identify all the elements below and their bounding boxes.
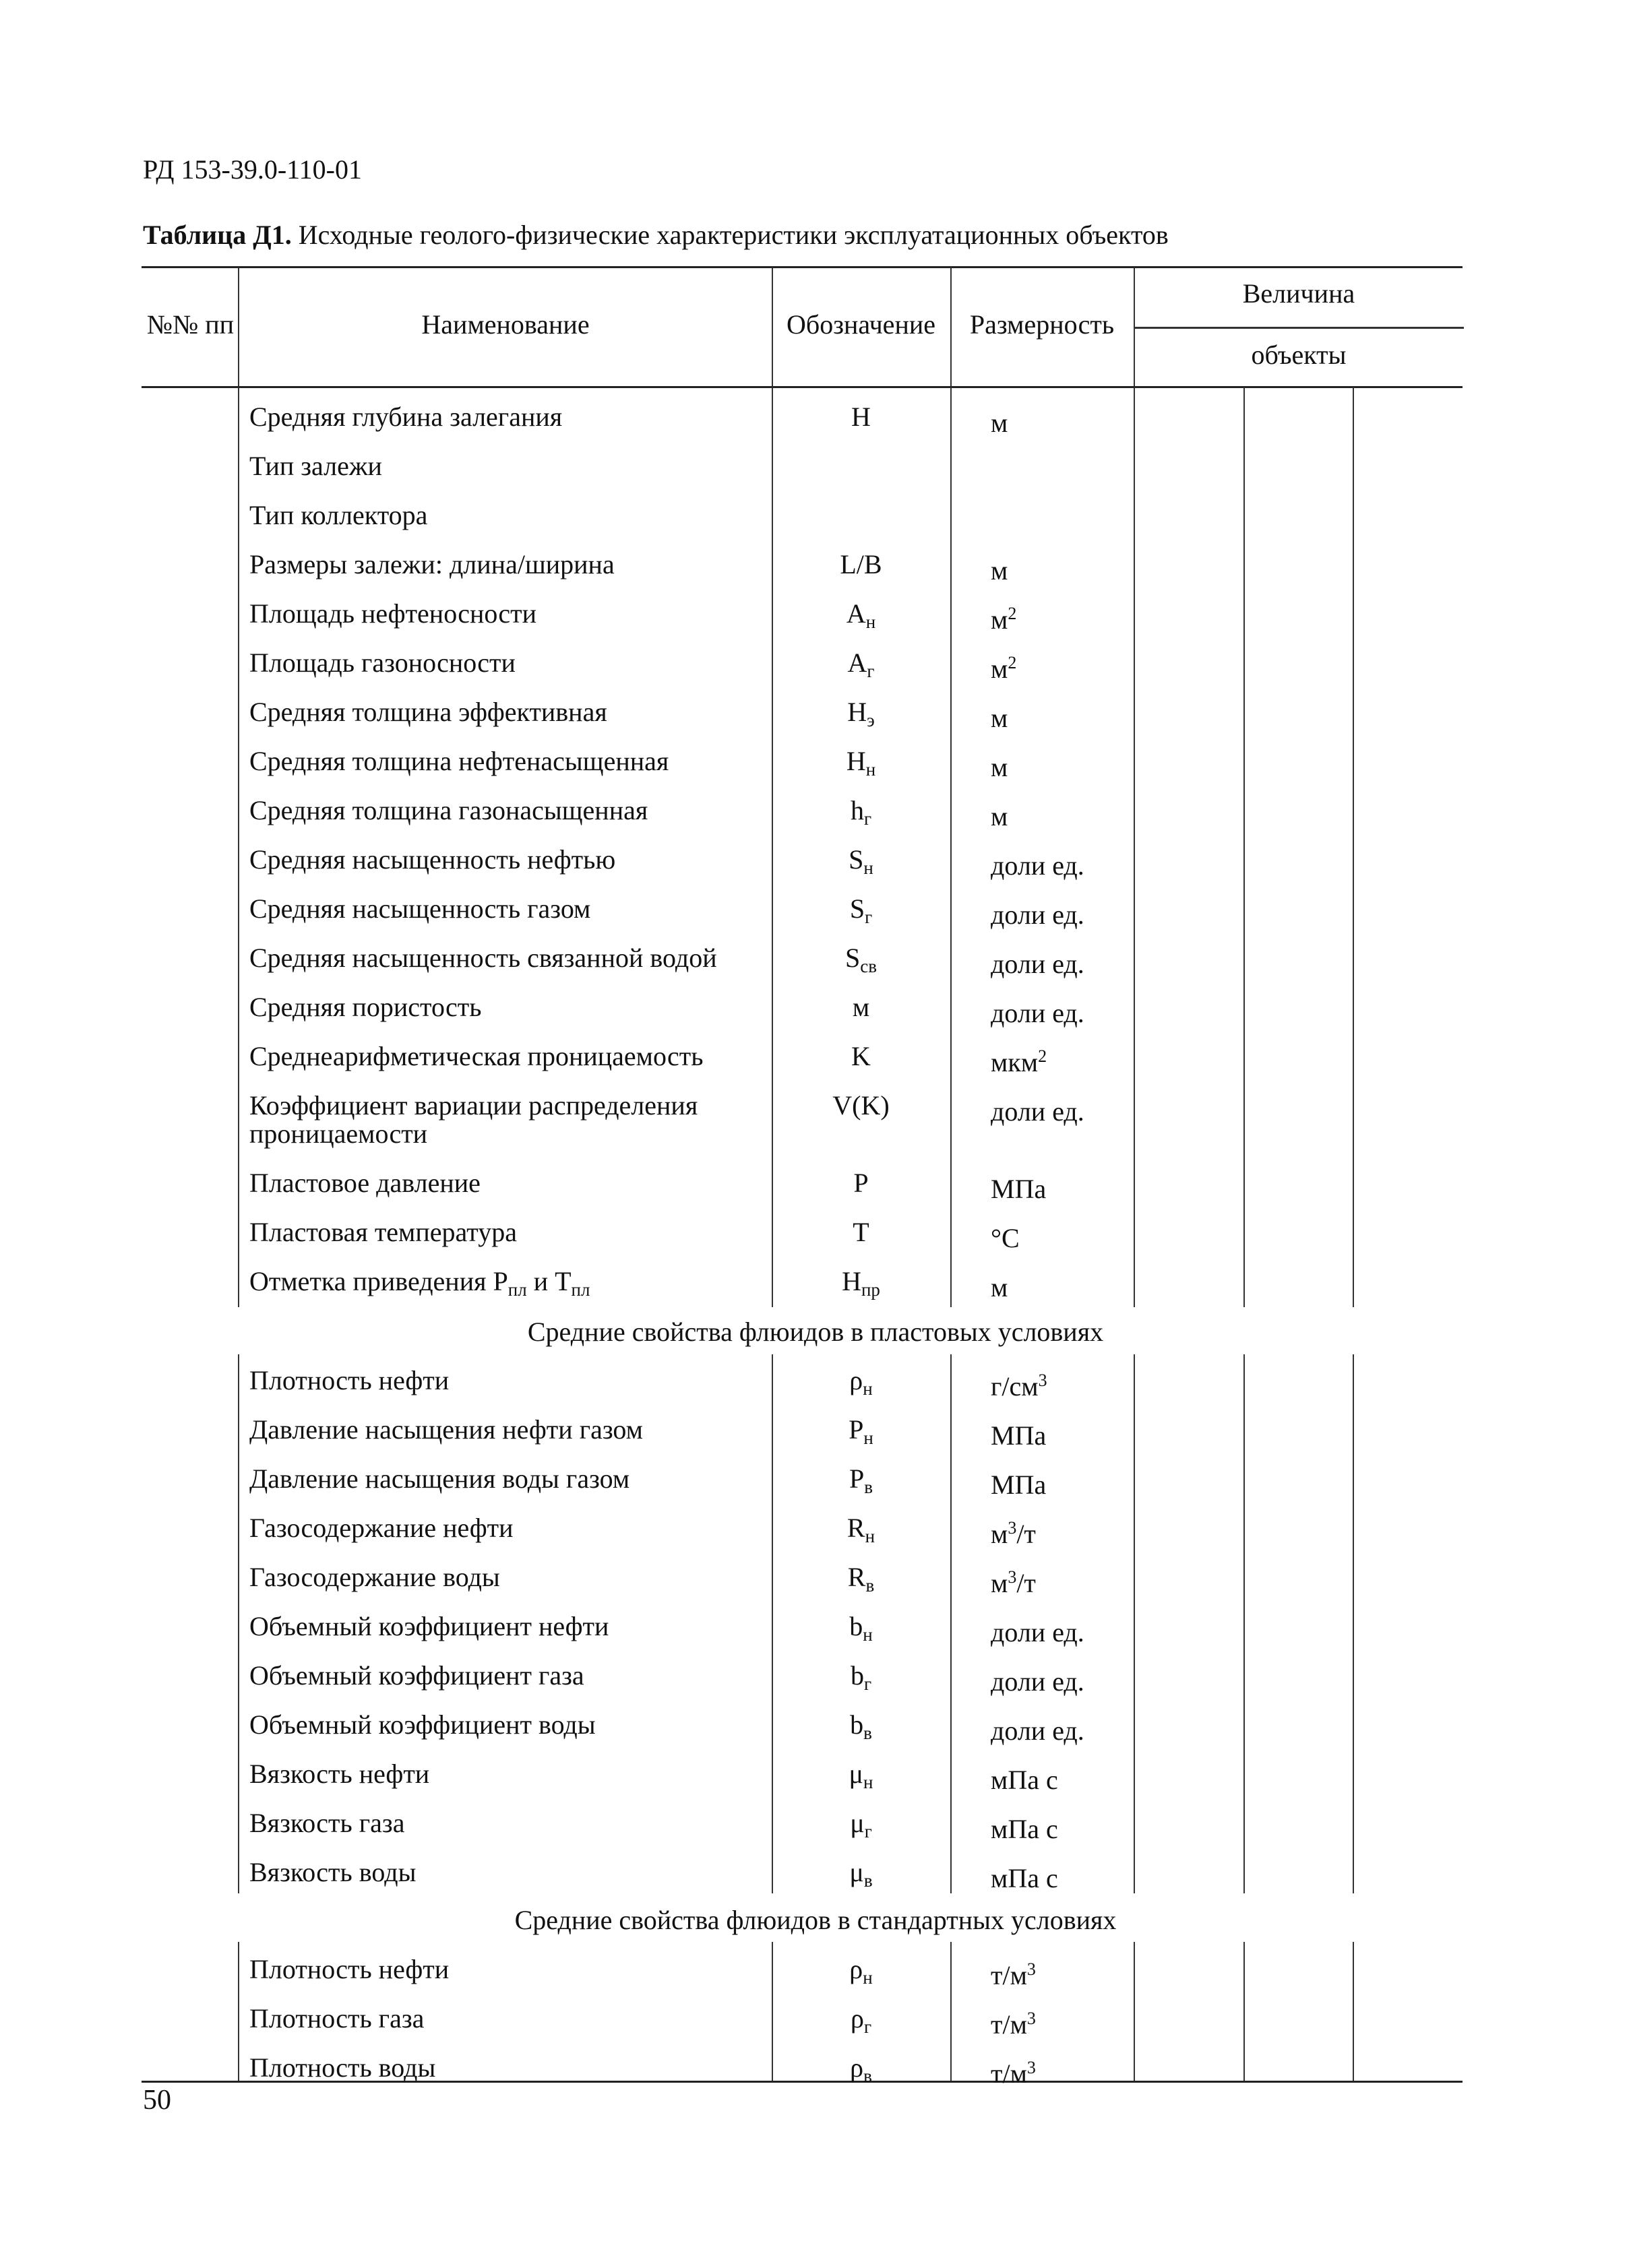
row-name: Средняя пористость <box>249 992 482 1022</box>
row-symbol: $\mu_в$ <box>849 1857 873 1891</box>
table-row <box>0 1760 1631 1809</box>
row-symbol: K <box>851 1041 871 1071</box>
table-row <box>0 1858 1631 1908</box>
table-row <box>0 649 1631 698</box>
row-name: Тип залежи <box>249 451 382 481</box>
row-symbol: $\mu_н$ <box>849 1759 873 1792</box>
row-unit: доли ед. <box>991 1096 1084 1127</box>
row-unit: доли ед. <box>991 1715 1084 1746</box>
table-row <box>0 600 1631 649</box>
column-header-objects: объекты <box>1251 340 1347 370</box>
table-caption: Исходные геолого-физические характеристики эксплуатационных объектов <box>298 220 1169 250</box>
row-unit: $м^2$ <box>991 653 1017 684</box>
row-symbol: $b_н$ <box>849 1611 873 1645</box>
row-name: Газосодержание воды <box>249 1562 500 1592</box>
table-row <box>0 747 1631 796</box>
row-unit: МПа <box>991 1174 1047 1204</box>
row-name: Средняя насыщенность газом <box>249 893 591 924</box>
row-name: Средняя толщина эффективная <box>249 697 607 727</box>
table-row <box>0 1955 1631 2005</box>
row-name: Давление насыщения нефти газом <box>249 1414 643 1445</box>
table-row <box>0 501 1631 550</box>
row-symbol: $A_г$ <box>847 648 875 681</box>
row-symbol: $H_э$ <box>847 697 875 730</box>
table-title <box>143 219 1169 251</box>
row-symbol: $S_{св}$ <box>845 943 877 976</box>
table-row <box>0 1612 1631 1662</box>
row-symbol: $A_н$ <box>846 598 876 632</box>
row-unit: м <box>991 408 1008 438</box>
row-unit: м <box>991 752 1008 782</box>
row-name: Коэффициент вариации распределения проницаемости <box>249 1090 698 1149</box>
row-symbol: м <box>852 992 870 1022</box>
row-unit: $м^3/т$ <box>991 1567 1036 1598</box>
table-row <box>0 993 1631 1042</box>
row-symbol: $b_в$ <box>850 1709 872 1743</box>
row-unit: мкм$^2$ <box>991 1046 1047 1077</box>
row-name: Средняя толщина нефтенасыщенная <box>249 746 669 776</box>
table-row <box>0 1169 1631 1218</box>
table-row <box>0 1218 1631 1267</box>
column-header-value: Величина <box>1242 278 1355 309</box>
row-symbol: $H_н$ <box>846 746 876 780</box>
row-unit: мПа с <box>991 1765 1058 1795</box>
row-name: Объемный коэффициент газа <box>249 1660 584 1691</box>
row-symbol: $R_н$ <box>847 1513 875 1546</box>
row-unit: °C <box>991 1223 1020 1253</box>
table-row <box>0 1416 1631 1465</box>
row-name: Средняя насыщенность нефтью <box>249 844 616 875</box>
table-label: Таблица Д1. <box>143 220 292 250</box>
row-name: Объемный коэффициент воды <box>249 1709 596 1740</box>
row-symbol: $R_в$ <box>847 1562 875 1596</box>
row-unit: МПа <box>991 1470 1047 1500</box>
row-unit: доли ед. <box>991 1666 1084 1697</box>
table-row <box>0 1465 1631 1514</box>
table-row <box>0 1809 1631 1858</box>
row-name: Среднеарифметическая проницаемость <box>249 1041 704 1071</box>
row-name: Площадь газоносности <box>249 648 516 678</box>
row-name: Вязкость газа <box>249 1808 405 1838</box>
row-name: Отметка приведения $P_{пл}$ и $T_{пл}$ <box>249 1266 590 1300</box>
table-row <box>0 796 1631 846</box>
row-symbol: $\rho_н$ <box>849 1365 873 1399</box>
column-header-name: Наименование <box>421 309 590 340</box>
table-row <box>0 2005 1631 2054</box>
row-unit: доли ед. <box>991 850 1084 881</box>
row-name: Давление насыщения воды газом <box>249 1463 630 1494</box>
row-symbol: $\mu_г$ <box>850 1808 872 1841</box>
row-unit: доли ед. <box>991 900 1084 930</box>
table-row <box>0 846 1631 895</box>
row-unit: $м^2$ <box>991 604 1017 635</box>
column-header-symbol: Обозначение <box>786 309 936 340</box>
row-unit: $т/м^3$ <box>991 2058 1036 2089</box>
row-symbol: V(K) <box>832 1090 890 1121</box>
row-unit: $т/м^3$ <box>991 1959 1036 1990</box>
table-top-rule <box>142 266 1463 268</box>
row-unit: м <box>991 555 1008 586</box>
table-row <box>0 1042 1631 1092</box>
row-symbol: L/B <box>840 549 882 579</box>
row-symbol: $h_г$ <box>850 795 872 829</box>
document-code: РД 153-39.0-110-01 <box>143 154 362 185</box>
row-unit: доли ед. <box>991 949 1084 979</box>
row-name: Площадь нефтеносности <box>249 598 536 629</box>
table-row <box>0 550 1631 600</box>
row-name: Плотность нефти <box>249 1365 450 1395</box>
row-symbol: $P_в$ <box>849 1463 873 1497</box>
row-unit: доли ед. <box>991 1617 1084 1647</box>
table-row <box>0 1514 1631 1563</box>
row-unit: м <box>991 703 1008 733</box>
table-row <box>0 2054 1631 2103</box>
row-symbol: $H_{пр}$ <box>842 1266 880 1300</box>
row-name: Пластовое давление <box>249 1168 481 1198</box>
row-symbol: $P_н$ <box>849 1414 873 1448</box>
row-symbol: $S_н$ <box>849 844 873 878</box>
row-unit: $м^3/т$ <box>991 1518 1036 1549</box>
row-symbol: $S_г$ <box>849 893 873 927</box>
table-row <box>0 1662 1631 1711</box>
row-name: Плотность газа <box>249 2003 425 2034</box>
page-number: 50 <box>143 2085 171 2116</box>
table-row <box>0 895 1631 944</box>
row-unit: МПа <box>991 1420 1047 1451</box>
table-row <box>0 944 1631 993</box>
row-name: Пластовая температура <box>249 1217 517 1247</box>
table-row <box>0 698 1631 747</box>
row-symbol: H <box>851 402 871 432</box>
row-symbol: $\rho_н$ <box>849 1954 873 1988</box>
row-name: Вязкость нефти <box>249 1759 430 1789</box>
row-name: Размеры залежи: длина/ширина <box>249 549 615 579</box>
column-header-unit: Размерность <box>969 309 1115 340</box>
table-row <box>0 403 1631 452</box>
row-unit: м <box>991 801 1008 831</box>
row-name: Плотность нефти <box>249 1954 450 1984</box>
row-symbol: P <box>853 1168 869 1198</box>
row-symbol: $b_г$ <box>850 1660 872 1694</box>
table-row <box>0 1711 1631 1760</box>
row-unit: мПа с <box>991 1863 1058 1893</box>
row-name: Объемный коэффициент нефти <box>249 1611 609 1641</box>
row-name: Средняя глубина залегания <box>249 402 563 432</box>
table-row <box>0 1366 1631 1416</box>
row-symbol: T <box>853 1217 869 1247</box>
row-unit: доли ед. <box>991 998 1084 1028</box>
row-name: Вязкость воды <box>249 1857 417 1887</box>
row-unit: м <box>991 1272 1008 1302</box>
table-header-rule <box>142 386 1463 388</box>
section-heading-reservoir: Средние свойства флюидов в пластовых условиях <box>527 1317 1104 1347</box>
row-name: Тип коллектора <box>249 500 428 530</box>
row-unit: $г/см^3$ <box>991 1371 1047 1401</box>
row-unit: $т/м^3$ <box>991 2009 1036 2040</box>
table-row <box>0 1092 1631 1166</box>
section-heading-standard: Средние свойства флюидов в стандартных условиях <box>514 1905 1117 1935</box>
row-symbol: $\rho_г$ <box>850 2003 872 2037</box>
row-name: Средняя насыщенность связанной водой <box>249 943 717 973</box>
row-name: Газосодержание нефти <box>249 1513 514 1543</box>
table-row <box>0 1563 1631 1612</box>
table-row <box>0 452 1631 501</box>
value-subheader-rule <box>1134 327 1464 329</box>
table-row <box>0 1267 1631 1317</box>
row-symbol: $\rho_в$ <box>850 2052 872 2086</box>
column-header-number: №№ пп <box>146 309 235 340</box>
row-name: Средняя толщина газонасыщенная <box>249 795 648 825</box>
row-unit: мПа с <box>991 1814 1058 1844</box>
row-name: Плотность воды <box>249 2052 436 2083</box>
